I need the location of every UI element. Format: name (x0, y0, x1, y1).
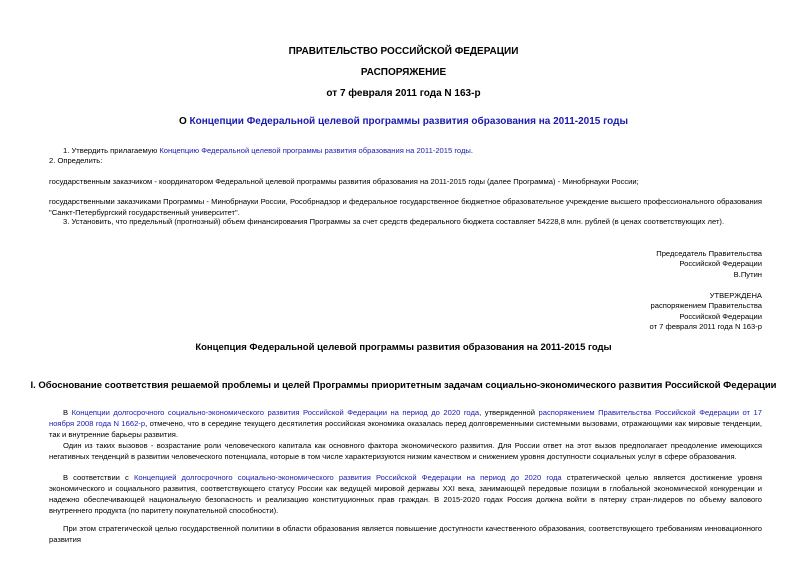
p1-prefix: 1. Утвердить прилагаемую (63, 146, 160, 155)
concept-paragraph-2: Один из таких вызовов - возрастание роли человеческого капитала как основного фактора экономического развития. Для России ответ на этот вызов предполагает преодоление имеющихся негативных тенденций в развитии человеческого потенциала, которые в том числе характеризуются низким качеством и снижением уровня доступности социальных услуг в сфере образования. (49, 441, 762, 461)
paragraph-1 (63, 146, 473, 156)
c3-suffix: стратегической целью является достижение уровня экономического и социального развития, соответствующего статусу России как ведущей мировой державы XXI века, занимающей передовые позиции в глобальной экономической конкуренции и надежно обеспечивающей национальную безопасность и реализацию конституционных прав граждан. В 2015-2020 годах Россия должна войти в пятерку стран-лидеров по объему валового внутреннего продукта (по паритету покупательной способности). (49, 473, 762, 515)
title-link[interactable]: Концепции Федеральной целевой программы развития образования на 2011-2015 годы (189, 116, 629, 127)
paragraph-4: государственными заказчиками Программы - Минобрнауки России, Рособрнадзор и федеральное государственное бюджетное образовательное учреждение высшего профессионального образования "Санкт-Петербургский государственный университет". (49, 197, 762, 217)
approval-date: от 7 февраля 2011 года N 163-р (649, 321, 762, 331)
concept-paragraph-3 (49, 473, 762, 517)
concept-link[interactable]: Концепцию Федеральной целевой программы развития образования на 2011-2015 годы (159, 146, 471, 155)
document-type-heading: РАСПОРЯЖЕНИЕ (360, 67, 447, 78)
approval-block (650, 291, 762, 332)
approval-title: УТВЕРЖДЕНА (709, 291, 762, 300)
approval-by: распоряжением Правительства (650, 301, 762, 311)
section-1-heading: I. Обоснование соответствия решаемой проблемы и целей Программы приоритетным задачам социально-экономического развития Российской Федерации (30, 380, 777, 391)
document-title (0, 116, 807, 127)
concept-paragraph-4: При этом стратегической целью государственной политики в области образования является повышение доступности качественного образования, соответствующего требованиям инновационного развития (49, 524, 762, 544)
signature-name: В.Путин (733, 269, 762, 279)
concept-2020-link-2[interactable]: Концепцией долгосрочного социально-экономического развития Российской Федерации на период до 2020 года (133, 473, 562, 482)
paragraph-3: государственным заказчиком - координатором Федеральной целевой программы развития образования на 2011-2015 годы (далее Программа) - Минобрнауки России; (49, 177, 639, 186)
p1-suffix: . (470, 146, 473, 155)
signature-block (656, 249, 762, 280)
title-prefix: О (178, 116, 190, 127)
c3-prefix: В соответствии с (63, 473, 134, 482)
signature-position: Председатель Правительства (656, 249, 762, 258)
c1-prefix: В (63, 408, 72, 417)
document-date: от 7 февраля 2011 года N 163-р (326, 88, 481, 99)
approval-country: Российской Федерации (679, 311, 762, 321)
concept-title: Концепция Федеральной целевой программы развития образования на 2011-2015 годы (195, 342, 612, 353)
c1-suffix: , отмечено, что в середине текущего десятилетия российская экономика оказалась перед долговременными системными вызовами, отражающими как мировые тенденции, так и внутренние барьеры развития. (49, 418, 762, 439)
government-heading: ПРАВИТЕЛЬСТВО РОССИЙСКОЙ ФЕДЕРАЦИИ (288, 46, 519, 57)
signature-country: Российской Федерации (679, 259, 762, 269)
paragraph-2: 2. Определить: (49, 156, 103, 165)
concept-2020-link[interactable]: Концепции долгосрочного социально-экономического развития Российской Федерации на период до 2020 года (71, 408, 480, 417)
concept-paragraph-1 (49, 408, 762, 441)
paragraph-5: 3. Установить, что предельный (прогнозный) объем финансирования Программы за счет средств федерального бюджета составляет 54228,8 млн. рублей (в ценах соответствующих лет). (63, 217, 725, 226)
c1-middle: , утвержденной (479, 408, 539, 417)
order-1662-link[interactable]: распоряжением Правительства Российской Федерации от 17 ноября 2008 года N 1662-р (49, 408, 762, 428)
